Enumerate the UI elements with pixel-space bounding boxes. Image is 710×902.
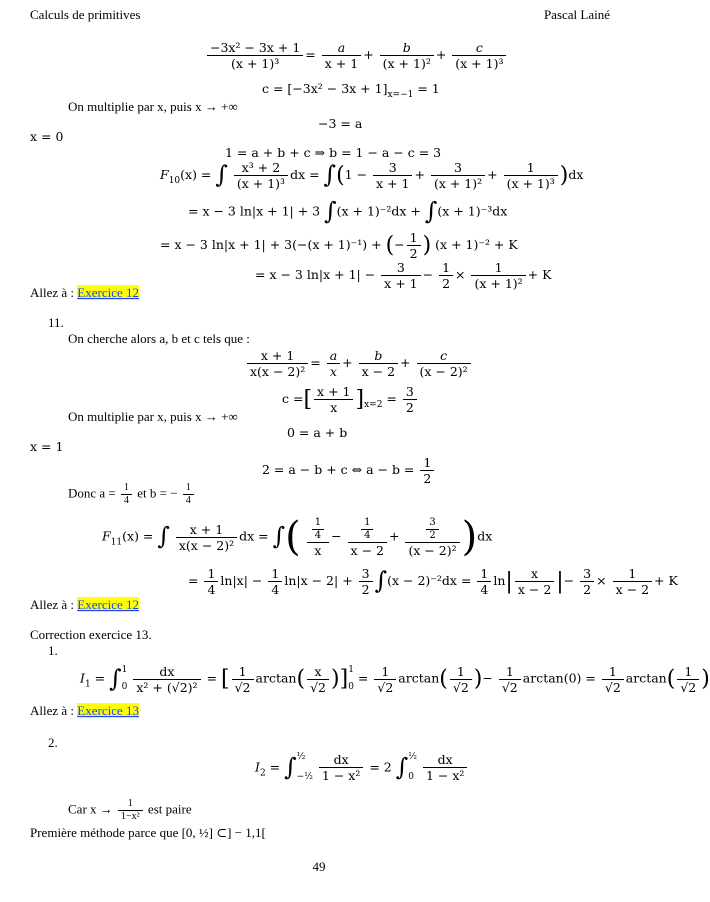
allez-line-11: Allez à : Exercice 12 (30, 597, 140, 612)
f11-line2: = $\frac{1}{4}$ ln|x| − $\frac{1}{4}$ ln|x − 2| + $\frac{3}{2}$ ∫(x − 2)⁻²dx = $\frac{1}{4}$ ln| $\frac{x}{x - 2}$ |− $\frac{3}{2}$ × $\frac{1}{x - 2}$ + K (188, 566, 678, 597)
c-value-11: c =[ $\frac{x + 1}{x}$ ]$_{x=2}$ = $\frac{3}{2}$ (282, 384, 419, 415)
i2-line: $I_2$ = ∫ ½ −½ $\frac{dx}{\text{1 − x²}}$ = 2 ∫ ½ 0 $\frac{dx}{\text{1 − x²}}$ (255, 748, 469, 788)
header-right: Pascal Lainé (543, 7, 610, 22)
two-eq: 2 = a − b + c ⇔ a − b = $\frac{1}{2}$ (262, 455, 436, 486)
decomposition-10: $\frac{\text{−3x² − 3x + 1}}{\text{(x + 1)³}}$ = $\frac{a}{x + 1}$ + $\frac{b}{\text{(x + 1)²}}$ + $\frac{c}{\text{(x + 1)³}}$ (205, 40, 508, 71)
f10-line4: = x − 3 ln|x + 1| − $\frac{3}{x + 1}$ − $\frac{1}{2}$ × $\frac{1}{\text{(x + 1)²}}$ + K (255, 260, 552, 291)
item-11-intro: On cherche alors a, b et c tels que : (68, 331, 250, 346)
multiply-text-11: On multiplie par x, puis x → +∞ (68, 409, 238, 424)
donc-line: Donc a = $\frac{1}{4}$ et b = − $\frac{1}{4}$ (68, 482, 196, 507)
f10-line3: = x − 3 ln|x + 1| + 3(−(x + 1)⁻¹) + (− $\frac{1}{2}$ ) (x + 1)⁻² + K (160, 230, 518, 261)
header-left: Calculs de primitives (30, 7, 141, 22)
page-number: 49 (312, 859, 326, 874)
zero-eq: 0 = a + b (287, 425, 348, 440)
decomposition-11: $\frac{x + 1}{\text{x(x − 2)²}}$ = $\frac{a}{x}$ + $\frac{b}{x - 2}$ + $\frac{c}{\text{(x − 2)²}}$ (245, 348, 473, 379)
f10-line1: $F_{10}(x)$ = ∫ $\frac{\text{x³ + 2}}{\text{(x + 1)³}}$ dx = ∫(1 − $\frac{3}{x + 1}$ + $\frac{3}{\text{(x + 1)²}}$ + $\frac{1}{\text{(x + 1)³}}$ )dx (160, 160, 584, 191)
minus3-eq: −3 = a (318, 116, 363, 131)
item-11-number: 11. (48, 315, 64, 330)
allez-line-10: Allez à : Exercice 12 (30, 285, 140, 300)
premiere-methode-line: Première méthode parce que [0, ½] ⊂] − 1,1[ (30, 825, 266, 840)
c-value-10: $c = [-3x^2 - 3x + 1]_{x=-1} = 1$ (262, 81, 440, 100)
car-line: Car x → $\frac{1}{\text{1−x²}}$ est paire (68, 798, 192, 822)
allez-line-13: Allez à : Exercice 13 (30, 703, 140, 718)
exercice-13-link[interactable]: Exercice 13 (77, 703, 140, 718)
i1-line: $I_1$ = ∫ 1 0 $\frac{dx}{\text{x² + (√2)²}}$ = [ $\frac{1}{√2}$ arctan( $\frac{x}{√2}$ )] 1 0 = $\frac{1}{√2}$ arctan( $\frac{1}{√2}$ )− $\frac{1}{√2}$ arctan(0) = $\frac{1}{√2}$ arctan( $\frac{1}{√2}$ ) (80, 663, 710, 695)
exercice-12-link[interactable]: Exercice 12 (77, 285, 140, 300)
x0-eq: x = 0 (30, 129, 64, 144)
multiply-text-10: On multiplie par x, puis x → +∞ (68, 99, 238, 114)
f11-line1: $F_{11}(x)$ = ∫ $\frac{x + 1}{\text{x(x − 2)²}}$ dx = ∫( $\frac{\frac{1}{4}}{x}$ − $\frac{\frac{1}{4}}{x - 2}$ + $\frac{\frac{3}{2}}{\text{(x − 2)²}}$ )dx (102, 514, 493, 560)
x1-eq: x = 1 (30, 439, 64, 454)
abc-eq: 1 = a + b + c ⇒ b = 1 − a − c = 3 (225, 145, 442, 160)
correction-13-title: Correction exercice 13. (30, 627, 152, 642)
f10-line2: = x − 3 ln|x + 1| + 3 ∫(x + 1)⁻²dx + ∫(x + 1)⁻³dx (188, 197, 508, 225)
exercice-12-link-2[interactable]: Exercice 12 (77, 597, 140, 612)
item-13-1-number: 1. (48, 643, 58, 658)
item-13-2-number: 2. (48, 735, 58, 750)
